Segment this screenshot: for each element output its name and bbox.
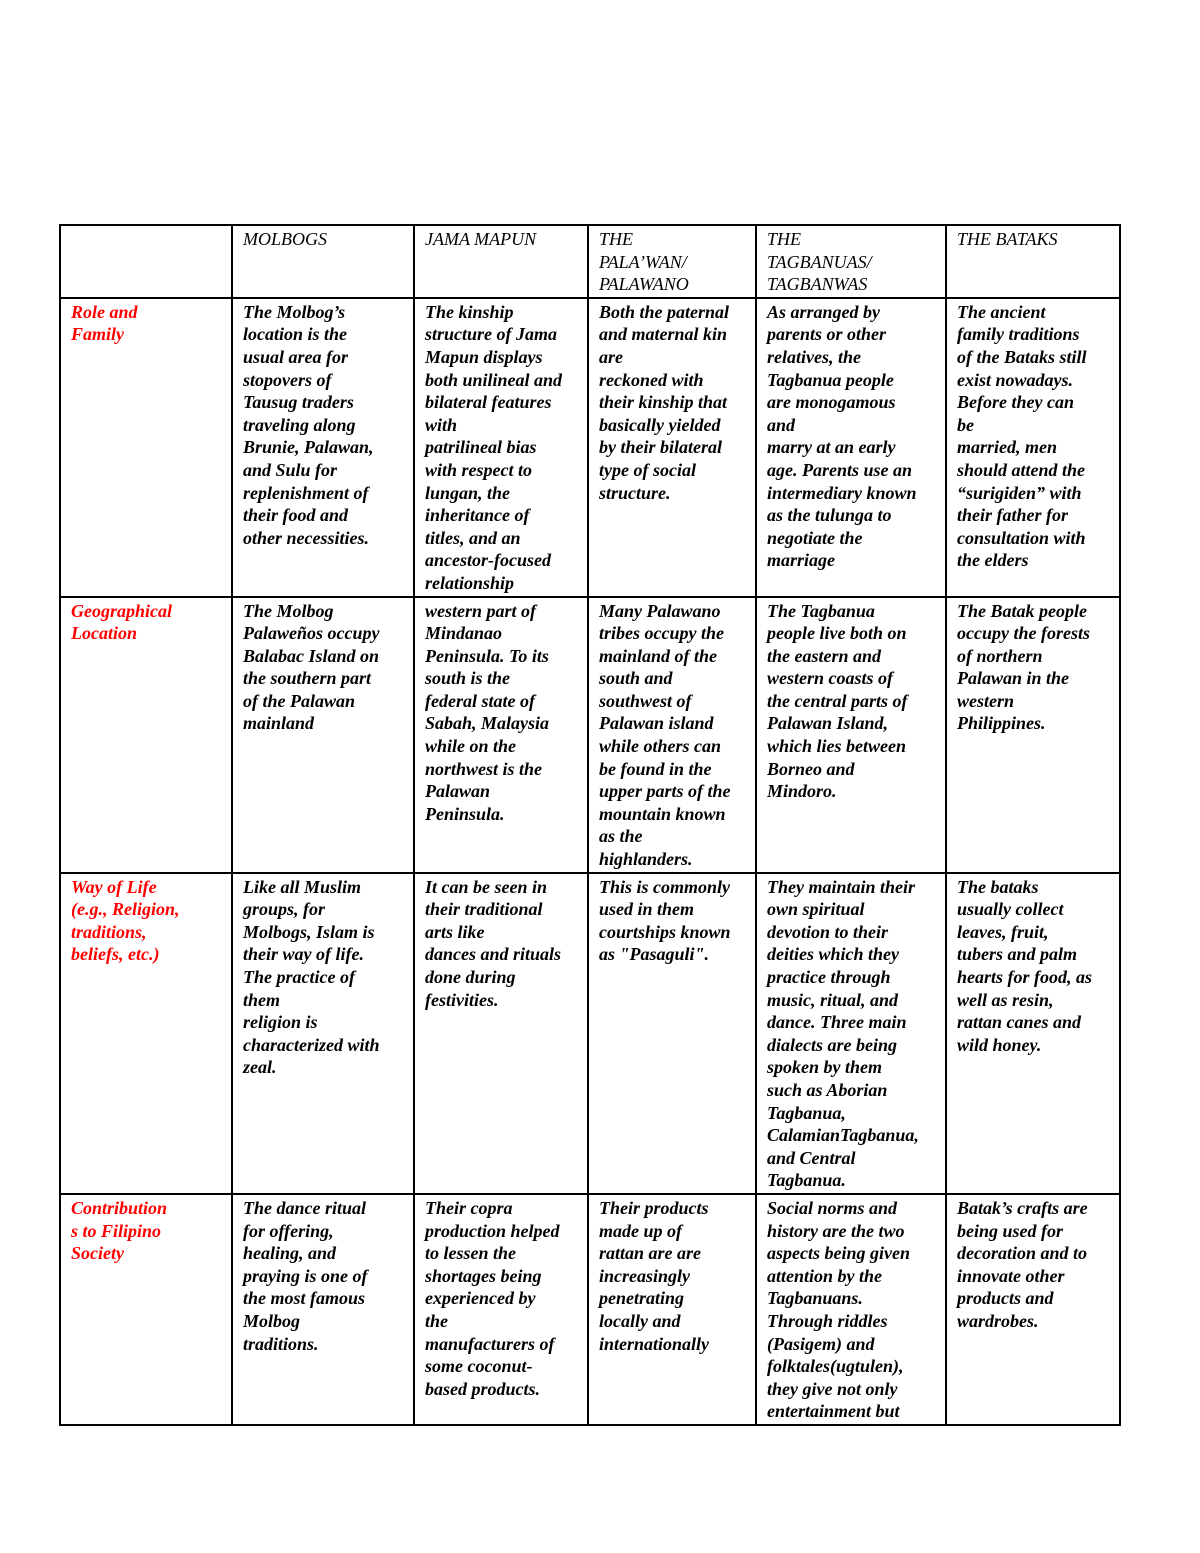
table-cell: western part of Mindanao Peninsula. To its south is the federal state of Sabah, Malaysia while on the northwest is the Palawan Peninsula. [414,597,588,873]
table-row [60,873,1120,1194]
header-cell-bataks: THE BATAKS [946,225,1120,298]
table-cell: Social norms and history are the two aspects being given attention by the Tagbanuans. Through riddles (Pasigem) and folktales(ugtulen), they give not only entertainment but [756,1194,946,1425]
table-row [60,597,1120,873]
table-cell: Batak’s crafts are being used for decoration and to innovate other products and wardrobes. [946,1194,1120,1425]
table-cell: The Batak people occupy the forests of northern Palawan in the western Philippines. [946,597,1120,873]
table-cell: They maintain their own spiritual devotion to their deities which they practice through music, ritual, and dance. Three main dialects are being spoken by them such as Aborian Tagbanua, CalamianTagbanua, and Central Tagbanua. [756,873,946,1194]
table-cell: The bataks usually collect leaves, fruit, tubers and palm hearts for food, as well as resin, rattan canes and wild honey. [946,873,1120,1194]
table-cell: Many Palawano tribes occupy the mainland of the south and southwest of Palawan island while others can be found in the upper parts of the mountain known as the highlanders. [588,597,756,873]
table-cell: The Molbog’s location is the usual area for stopovers of Tausug traders traveling along Brunie, Palawan, and Sulu for replenishment of their food and other necessities. [232,298,414,597]
table-cell: As arranged by parents or other relatives, the Tagbanua people are monogamous and marry at an early age. Parents use an intermediary known as the tulunga to negotiate the marriage [756,298,946,597]
table-row [60,1194,1120,1425]
header-cell-empty [60,225,232,298]
header-cell-jama-mapun: JAMA MAPUN [414,225,588,298]
table-cell: The kinship structure of Jama Mapun displays both unilineal and bilateral features with patrilineal bias with respect to lungan, the inheritance of titles, and an ancestor-focused relationship [414,298,588,597]
header-row [60,225,1120,298]
comparison-table [59,224,1121,1426]
table-cell: Like all Muslim groups, for Molbogs, Islam is their way of life. The practice of them religion is characterized with zeal. [232,873,414,1194]
table-cell: The Tagbanua people live both on the eastern and western coasts of the central parts of Palawan Island, which lies between Borneo and Mindoro. [756,597,946,873]
table-cell: The Molbog Palaweños occupy Balabac Island on the southern part of the Palawan mainland [232,597,414,873]
row-label-cell: Role and Family [60,298,232,597]
row-label-cell: Way of Life (e.g., Religion, traditions, beliefs, etc.) [60,873,232,1194]
table-cell: The dance ritual for offering, healing, and praying is one of the most famous Molbog traditions. [232,1194,414,1425]
header-cell-tagbanuas: THE TAGBANUAS/ TAGBANWAS [756,225,946,298]
table-cell: Both the paternal and maternal kin are reckoned with their kinship that basically yielded by their bilateral type of social structure. [588,298,756,597]
table-cell: The ancient family traditions of the Bataks still exist nowadays. Before they can be married, men should attend the “surigiden” with their father for consultation with the elders [946,298,1120,597]
header-cell-molbogs: MOLBOGS [232,225,414,298]
row-label-cell: Contribution s to Filipino Society [60,1194,232,1425]
table-cell: Their products made up of rattan are are increasingly penetrating locally and internationally [588,1194,756,1425]
table-cell: It can be seen in their traditional arts like dances and rituals done during festivities. [414,873,588,1194]
table-cell: This is commonly used in them courtships known as "Pasaguli". [588,873,756,1194]
header-cell-palawan: THE PALA’WAN/ PALAWANO [588,225,756,298]
table-cell: Their copra production helped to lessen the shortages being experienced by the manufacturers of some coconut- based products. [414,1194,588,1425]
row-label-cell: Geographical Location [60,597,232,873]
table-row [60,298,1120,597]
